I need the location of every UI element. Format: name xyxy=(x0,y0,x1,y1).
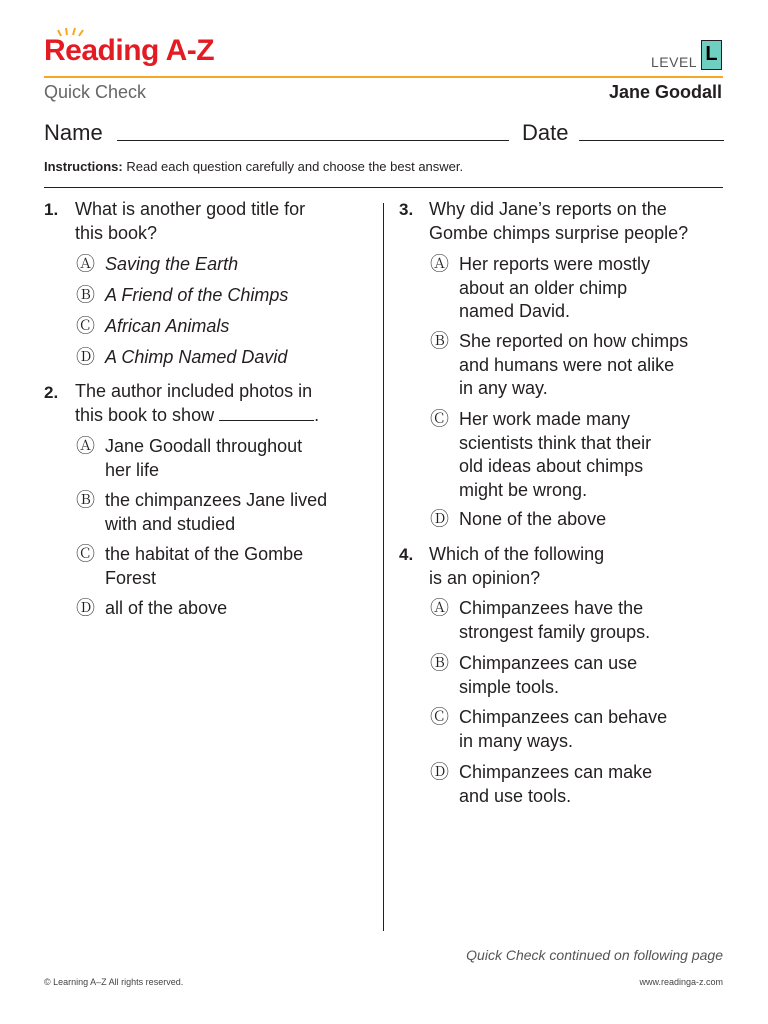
q4-option-b-bubble[interactable]: Ⓑ xyxy=(430,653,450,674)
q1-option-a-bubble[interactable]: Ⓐ xyxy=(76,254,96,275)
instructions-label: Instructions: xyxy=(44,159,123,174)
q1-option-b-bubble[interactable]: Ⓑ xyxy=(76,285,96,306)
q3-option-c-bubble[interactable]: Ⓒ xyxy=(430,409,450,430)
q4-option-d-text: Chimpanzees can make and use tools. xyxy=(459,762,653,806)
q3-option-a-text: Her reports were mostly about an older chimp named David. xyxy=(459,254,651,321)
name-label: Name xyxy=(44,120,103,145)
question-1-text: What is another good title for this book? xyxy=(75,199,306,243)
q4-option-c-text: Chimpanzees can behave in many ways. xyxy=(459,707,668,751)
date-field-line[interactable] xyxy=(579,140,724,141)
reading-az-logo: Reading A-Z xyxy=(44,34,215,67)
q4-option-d-bubble[interactable]: Ⓓ xyxy=(430,762,450,783)
q4-option-b-text: Chimpanzees can use simple tools. xyxy=(459,653,638,697)
copyright-text: © Learning A–Z All rights reserved. xyxy=(44,977,184,987)
q3-option-d-text: None of the above xyxy=(459,509,607,529)
page-subtitle: Quick Check xyxy=(44,82,147,102)
q1-option-c-text: African Animals xyxy=(105,316,230,336)
q3-option-c-text: Her work made many scientists think that their old ideas about chimps might be wrong. xyxy=(459,409,652,500)
name-field-line[interactable] xyxy=(117,140,509,141)
question-4-number: 4. xyxy=(399,545,414,564)
q1-option-c-bubble[interactable]: Ⓒ xyxy=(76,316,96,337)
q2-option-a-bubble[interactable]: Ⓐ xyxy=(76,436,96,457)
question-3-number: 3. xyxy=(399,200,414,219)
q2-option-d-bubble[interactable]: Ⓓ xyxy=(76,598,96,619)
q2-option-b-text: the chimpanzees Jane lived with and studied xyxy=(105,490,328,534)
level-badge: L xyxy=(701,40,722,70)
q4-option-a-text: Chimpanzees have the strongest family groups. xyxy=(459,598,651,642)
header-rule xyxy=(44,76,723,78)
date-label: Date xyxy=(522,120,569,145)
q3-option-b-bubble[interactable]: Ⓑ xyxy=(430,331,450,352)
question-2-number: 2. xyxy=(44,383,59,402)
q3-option-b-text: She reported on how chimps and humans were not alike in any way. xyxy=(459,331,689,398)
q3-option-d-bubble[interactable]: Ⓓ xyxy=(430,509,450,530)
q2-option-a-text: Jane Goodall throughout her life xyxy=(105,436,303,480)
book-title: Jane Goodall xyxy=(608,82,722,102)
q1-option-a-text: Saving the Earth xyxy=(105,254,239,274)
q2-option-c-text: the habitat of the Gombe Forest xyxy=(105,544,304,588)
instructions-rule xyxy=(44,187,723,188)
question-1-number: 1. xyxy=(44,200,59,219)
q2-option-b-bubble[interactable]: Ⓑ xyxy=(76,490,96,511)
instructions-text: Read each question carefully and choose the best answer. xyxy=(122,159,464,174)
q1-option-d-text: A Chimp Named David xyxy=(105,347,288,367)
q1-option-b-text: A Friend of the Chimps xyxy=(105,285,289,305)
question-4-text: Which of the following is an opinion? xyxy=(429,544,605,588)
q3-option-a-bubble[interactable]: Ⓐ xyxy=(430,254,450,275)
q4-option-c-bubble[interactable]: Ⓒ xyxy=(430,707,450,728)
answer-blank xyxy=(219,404,314,421)
q1-option-d-bubble[interactable]: Ⓓ xyxy=(76,347,96,368)
q2-option-c-bubble[interactable]: Ⓒ xyxy=(76,544,96,565)
instructions xyxy=(44,159,463,174)
question-3-text: Why did Jane’s reports on the Gombe chimps surprise people? xyxy=(429,199,689,243)
q2-option-d-text: all of the above xyxy=(105,598,228,618)
level-label: LEVEL xyxy=(651,54,698,70)
column-divider xyxy=(383,203,384,931)
question-2-text: The author included photos in this book to show . xyxy=(75,381,320,425)
website-link[interactable]: www.readinga-z.com xyxy=(639,977,723,987)
q4-option-a-bubble[interactable]: Ⓐ xyxy=(430,598,450,619)
continued-note: Quick Check continued on following page xyxy=(466,947,723,963)
